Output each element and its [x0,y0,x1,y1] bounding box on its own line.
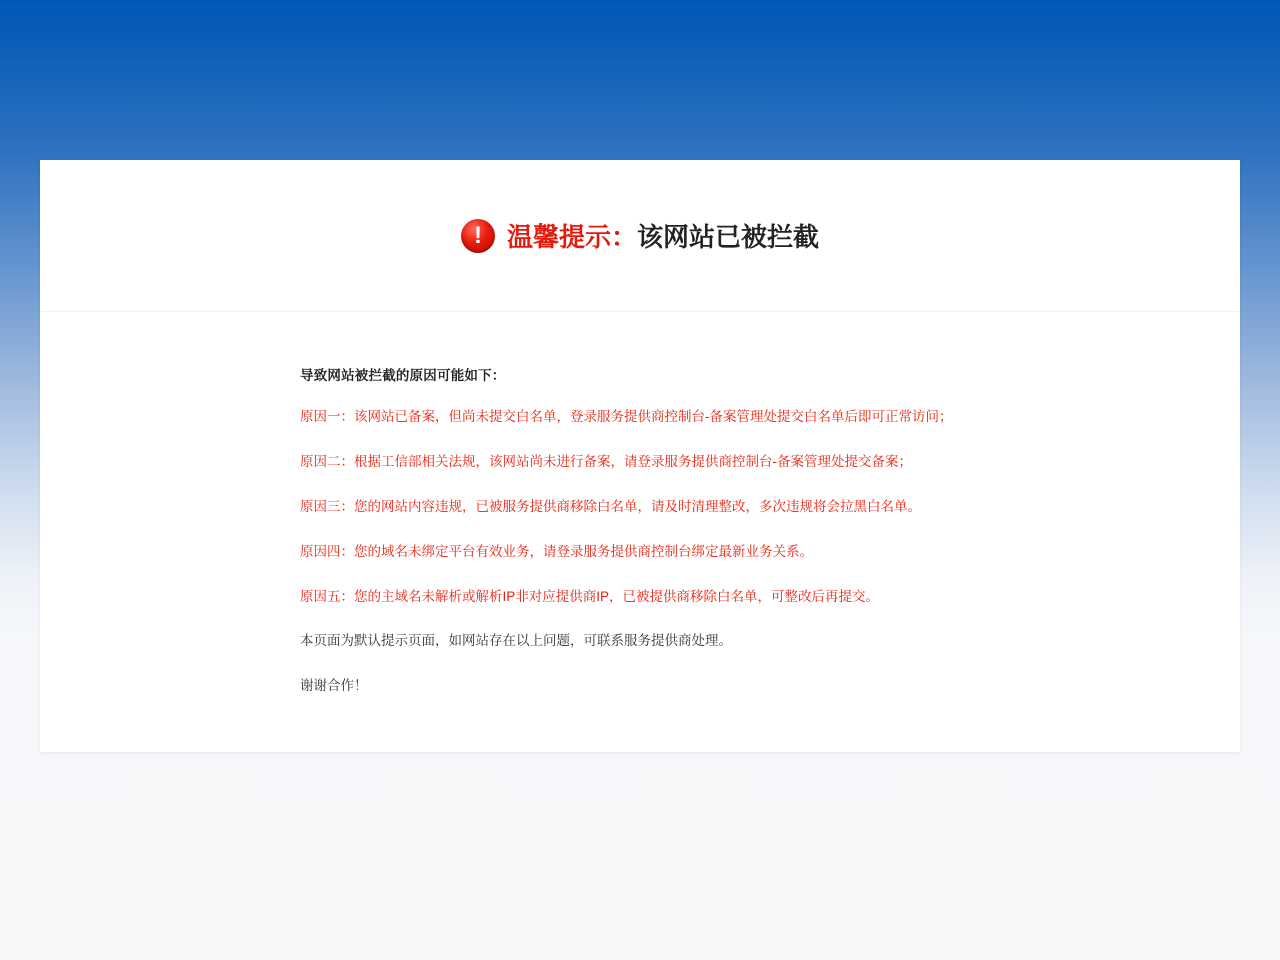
page-title-highlight: 温馨提示： [506,222,637,252]
reason-item-4: 原因四：您的域名未绑定平台有效业务，请登录服务提供商控制台绑定最新业务关系。 [300,543,813,559]
notice-body [40,312,1240,752]
reason-item-2: 原因二：根据工信部相关法规，该网站尚未进行备案，请登录服务提供商控制台-备案管理处提交备案； [300,453,912,469]
reasons-heading: 导致网站被拦截的原因可能如下： [300,368,506,383]
exclamation-glyph: ! [473,221,482,249]
page-title-rest: 该网站已被拦截 [637,222,820,252]
notice-card [40,160,1240,752]
reason-item-1: 原因一：该网站已备案，但尚未提交白名单，登录服务提供商控制台-备案管理处提交白名单后即可正常访问； [300,409,953,424]
notice-header [40,160,1240,312]
page-title [507,217,819,254]
default-page-note: 本页面为默认提示页面，如网站存在以上问题，可联系服务提供商处理。 [300,633,732,649]
reason-item-5: 原因五：您的主域名未解析或解析IP非对应提供商IP，已被提供商移除白名单，可整改后再提交。 [300,588,880,604]
title-row [461,217,819,254]
exclamation-circle-icon [461,219,495,253]
thanks-note: 谢谢合作！ [300,678,368,694]
reason-item-3: 原因三：您的网站内容违规，已被服务提供商移除白名单，请及时清理整改，多次违规将会拉黑白名单。 [300,498,921,514]
